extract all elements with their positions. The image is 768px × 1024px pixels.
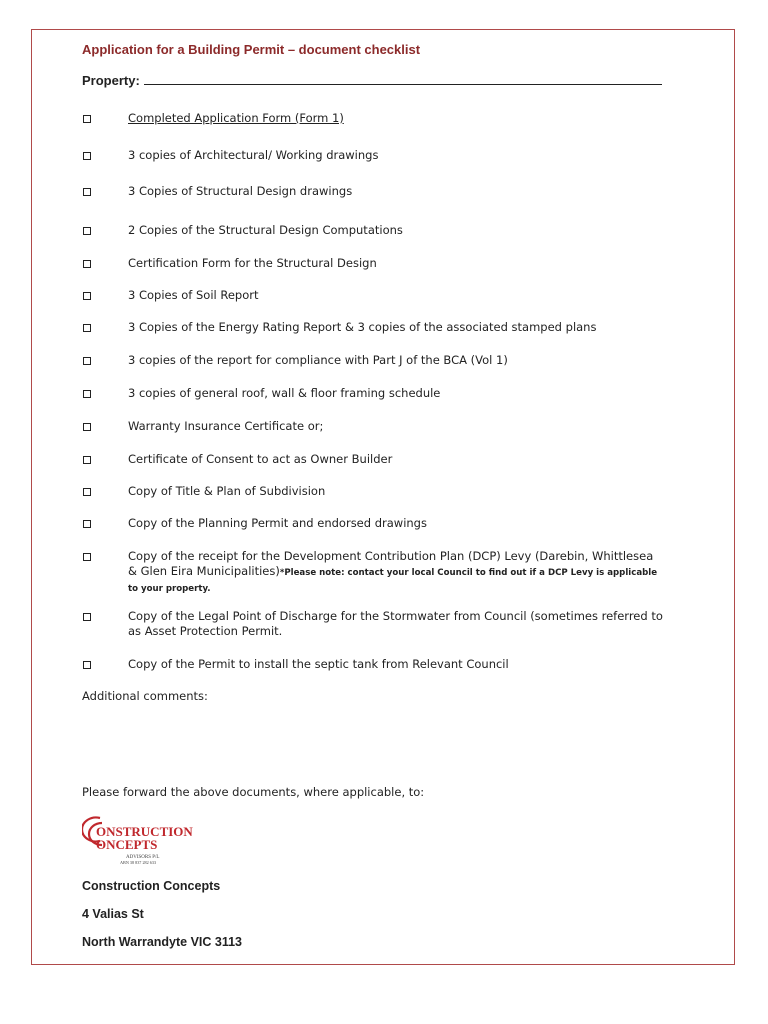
checkbox[interactable] xyxy=(83,115,91,123)
item-text: Copy of the Permit to install the septic tank from Relevant Council xyxy=(128,657,509,671)
item-text-block xyxy=(128,549,663,596)
checkbox[interactable] xyxy=(83,390,91,398)
item-text: 3 Copies of Structural Design drawings xyxy=(128,184,353,198)
checkbox[interactable] xyxy=(83,661,91,669)
property-underline[interactable] xyxy=(144,74,662,85)
item-text: 3 Copies of Soil Report xyxy=(128,288,259,302)
checkbox[interactable] xyxy=(83,227,91,235)
checkbox[interactable] xyxy=(83,456,91,464)
logo-line3: ADVISORS P/L xyxy=(126,855,160,860)
item-text: 2 Copies of the Structural Design Computations xyxy=(128,223,403,237)
checkbox[interactable] xyxy=(83,292,91,300)
item-text: Certification Form for the Structural Design xyxy=(128,256,377,270)
item-text: Certificate of Consent to act as Owner Builder xyxy=(128,452,393,466)
company-logo xyxy=(82,814,212,866)
item-text: Copy of the receipt for the Development Contribution Plan (DCP) Levy (Darebin, Whittlesea & Glen Eira Municipalities) xyxy=(128,549,654,578)
item-text: Copy of Title & Plan of Subdivision xyxy=(128,484,326,498)
checkbox[interactable] xyxy=(83,553,91,561)
checkbox[interactable] xyxy=(83,423,91,431)
logo-line4: ABN 38 837 282 633 xyxy=(120,860,157,865)
item-note: *Please note: contact your local Council to find out if a DCP Levy is applicable to your property. xyxy=(128,568,658,594)
property-field xyxy=(82,73,662,88)
checkbox[interactable] xyxy=(83,188,91,196)
checkbox[interactable] xyxy=(83,357,91,365)
logo-line2: ONCEPTS xyxy=(96,837,158,852)
checkbox[interactable] xyxy=(83,488,91,496)
item-text: Copy of the Legal Point of Discharge for the Stormwater from Council (sometimes referred to as Asset Protection Permit. xyxy=(128,609,663,638)
company-name: Construction Concepts xyxy=(82,879,221,893)
checkbox[interactable] xyxy=(83,260,91,268)
logo-line1: ONSTRUCTION xyxy=(96,824,193,839)
city-address: North Warrandyte VIC 3113 xyxy=(82,935,243,949)
item-text: Warranty Insurance Certificate or; xyxy=(128,419,324,433)
item-text: Completed Application Form (Form 1) xyxy=(128,111,344,125)
checkbox[interactable] xyxy=(83,520,91,528)
forward-instructions: Please forward the above documents, where applicable, to: xyxy=(82,785,425,799)
checkbox[interactable] xyxy=(83,324,91,332)
checkbox[interactable] xyxy=(83,613,91,621)
item-text: 3 copies of the report for compliance with Part J of the BCA (Vol 1) xyxy=(128,353,508,367)
street-address: 4 Valias St xyxy=(82,907,144,921)
item-text: Copy of the Planning Permit and endorsed drawings xyxy=(128,516,427,530)
additional-comments-label: Additional comments: xyxy=(82,689,208,703)
item-text: 3 Copies of the Energy Rating Report & 3 copies of the associated stamped plans xyxy=(128,320,597,334)
logo-graphic xyxy=(82,814,212,866)
item-text: 3 copies of general roof, wall & floor framing schedule xyxy=(128,386,441,400)
document-title: Application for a Building Permit – document checklist xyxy=(82,42,421,57)
checkbox[interactable] xyxy=(83,152,91,160)
item-text: 3 copies of Architectural/ Working drawings xyxy=(128,148,379,162)
property-label: Property: xyxy=(82,73,140,88)
